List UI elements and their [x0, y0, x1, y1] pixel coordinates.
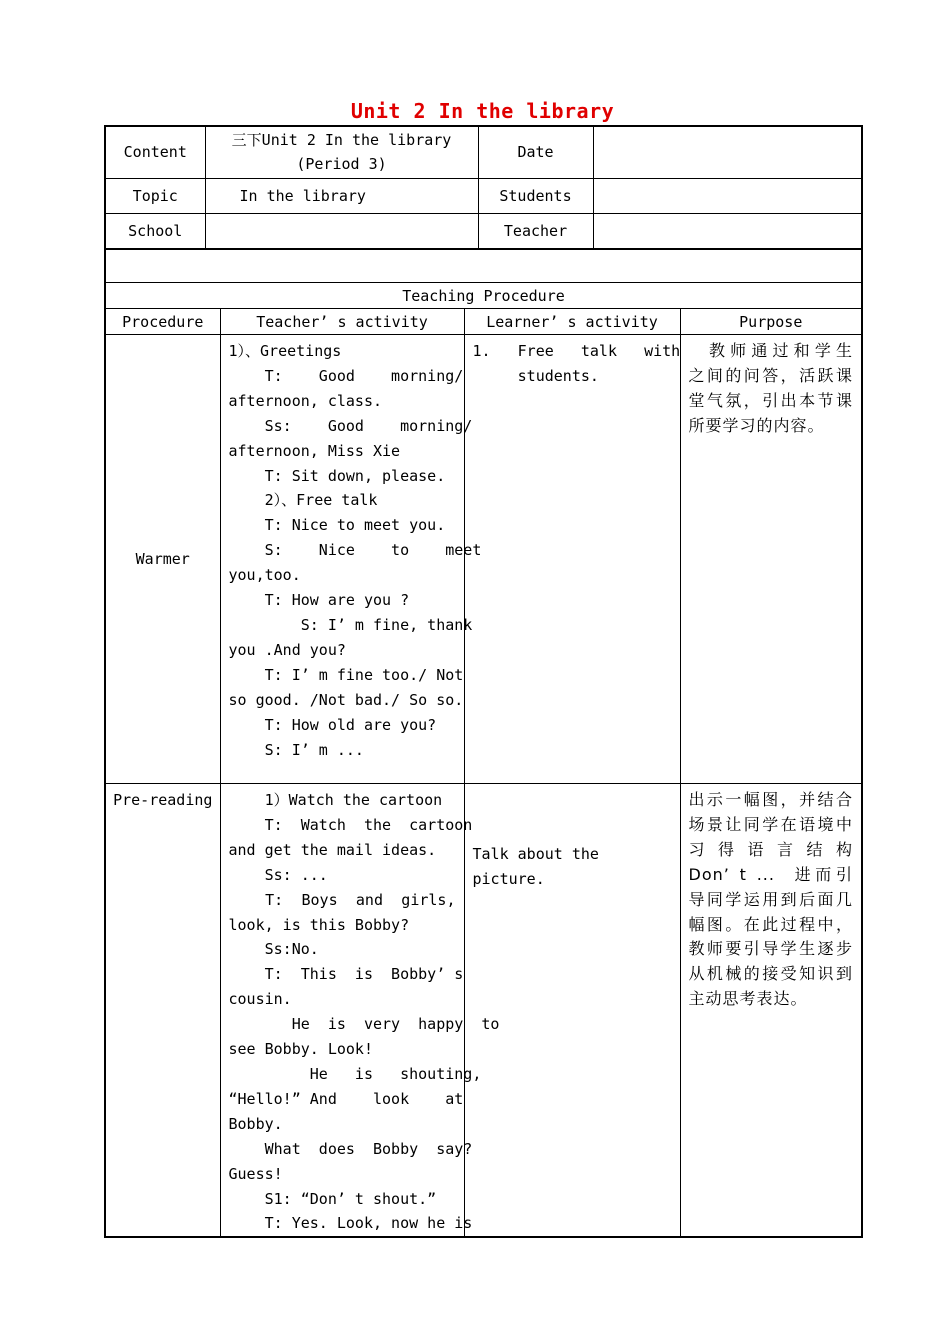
topic-value: In the library [205, 178, 478, 213]
teacher-line: T: Sit down, please. [228, 466, 446, 485]
date-value [593, 126, 862, 178]
teacher-line: 1）、Greetings [228, 342, 342, 360]
purpose-line: 之间的问答，活跃课 [688, 365, 853, 385]
teacher-line: What does Bobby say? [228, 1139, 473, 1158]
teacher-line: afternoon, class. [228, 391, 383, 410]
content-value-line2: (Period 3) [296, 155, 387, 174]
header-learner-activity: Learner’ s activity [464, 309, 680, 335]
teacher-line: S: I’ m ... [228, 740, 364, 759]
teacher-line: He is shouting, [228, 1064, 482, 1083]
teacher-line: Ss: Good morning/ [228, 416, 473, 435]
header-teacher-activity: Teacher’ s activity [220, 309, 464, 335]
teacher-line: T: Yes. Look, now he is [228, 1214, 473, 1233]
stage-pre-reading [105, 784, 220, 1238]
section-title: Teaching Procedure [105, 283, 862, 309]
teacher-line: cousin. [228, 990, 292, 1009]
stage-warmer: Warmer [105, 335, 220, 784]
teacher-label: Teacher [478, 213, 593, 249]
learner-line: 1. Free talk with [472, 342, 681, 360]
teacher-line: you .And you? [228, 640, 346, 659]
teacher-line: Ss:No. [228, 940, 319, 959]
teacher-line: He is very happy to [228, 1015, 500, 1034]
teacher-line: you,too. [228, 566, 301, 585]
pre-reading-purpose [680, 784, 862, 1238]
teacher-value [593, 213, 862, 249]
school-value [205, 213, 478, 249]
warmer-teacher-activity [220, 335, 482, 784]
purpose-line: 所要学习的内容。 [688, 415, 825, 435]
students-value [593, 178, 862, 213]
teacher-line: T: Watch the cartoon [228, 815, 473, 834]
teacher-line: Bobby. [228, 1114, 283, 1133]
purpose-line: 教师要引导学生逐步 [688, 939, 853, 959]
purpose-line: 幅图。在此过程中， [688, 914, 853, 934]
topic-label: Topic [105, 178, 205, 213]
teacher-line: see Bobby. Look! [228, 1040, 373, 1059]
teacher-line: T: Boys and girls, [228, 890, 456, 909]
teaching-procedure-table [104, 249, 863, 1238]
purpose-line: Don’ t ... 进而引 [688, 864, 853, 884]
header-purpose: Purpose [680, 309, 862, 335]
pre-reading-teacher-activity [220, 784, 500, 1238]
teacher-line: S1: “Don’ t shout.” [228, 1189, 437, 1208]
document-title: Unit 2 In the library [350, 99, 615, 123]
pre-reading-learner-activity [464, 784, 680, 1238]
learner-line: students. [472, 366, 599, 385]
content-label: Content [105, 126, 205, 178]
lesson-info-table [104, 125, 863, 250]
teacher-line: 2）、Free talk [228, 491, 378, 510]
teacher-line: T: Nice to meet you. [228, 516, 446, 535]
header-procedure: Procedure [105, 309, 220, 335]
teacher-line: T: Good morning/ [228, 366, 464, 385]
teacher-line: T: I’ m fine too./ Not [228, 665, 464, 684]
school-label: School [105, 213, 205, 249]
teacher-line: T: This is Bobby’ s [228, 965, 464, 984]
warmer-purpose [680, 335, 862, 784]
students-label: Students [478, 178, 593, 213]
teacher-line: so good. /Not bad./ So so. [228, 690, 464, 709]
learner-text: Talk about the picture. [472, 845, 599, 888]
teacher-line: Ss: ... [228, 865, 328, 884]
teacher-line: Guess! [228, 1164, 283, 1183]
purpose-line: 从机械的接受知识到 [688, 964, 853, 984]
purpose-line: 主动思考表达。 [688, 989, 808, 1009]
teacher-line: afternoon, Miss Xie [228, 441, 401, 460]
purpose-line: 导同学运用到后面几 [688, 889, 853, 909]
purpose-line: 习 得 语 言 结 构 [688, 839, 853, 859]
teacher-line: 1）Watch the cartoon [228, 791, 443, 809]
teacher-line: “Hello!” And look at [228, 1089, 464, 1108]
teacher-line: look, is this Bobby? [228, 915, 410, 934]
content-value [205, 126, 478, 178]
warmer-learner-activity [464, 335, 680, 784]
purpose-line: 场景让同学在语境中 [688, 814, 853, 834]
teacher-line: T: How are you ? [228, 591, 410, 610]
content-value-line1: 三下Unit 2 In the library [231, 131, 452, 150]
date-label: Date [478, 126, 593, 178]
purpose-line: 出示一幅图，并结合 [688, 790, 853, 809]
teacher-line: and get the mail ideas. [228, 840, 437, 859]
teacher-line: S: I’ m fine, thank [228, 615, 473, 634]
teacher-line: S: Nice to meet [228, 541, 482, 560]
purpose-line: 教师通过和学生 [688, 341, 853, 360]
blank-row [105, 250, 862, 283]
purpose-line: 堂气氛，引出本节课 [688, 390, 853, 410]
stage-pre-reading-label: Pre-reading [113, 791, 213, 809]
teacher-line: T: How old are you? [228, 715, 437, 734]
